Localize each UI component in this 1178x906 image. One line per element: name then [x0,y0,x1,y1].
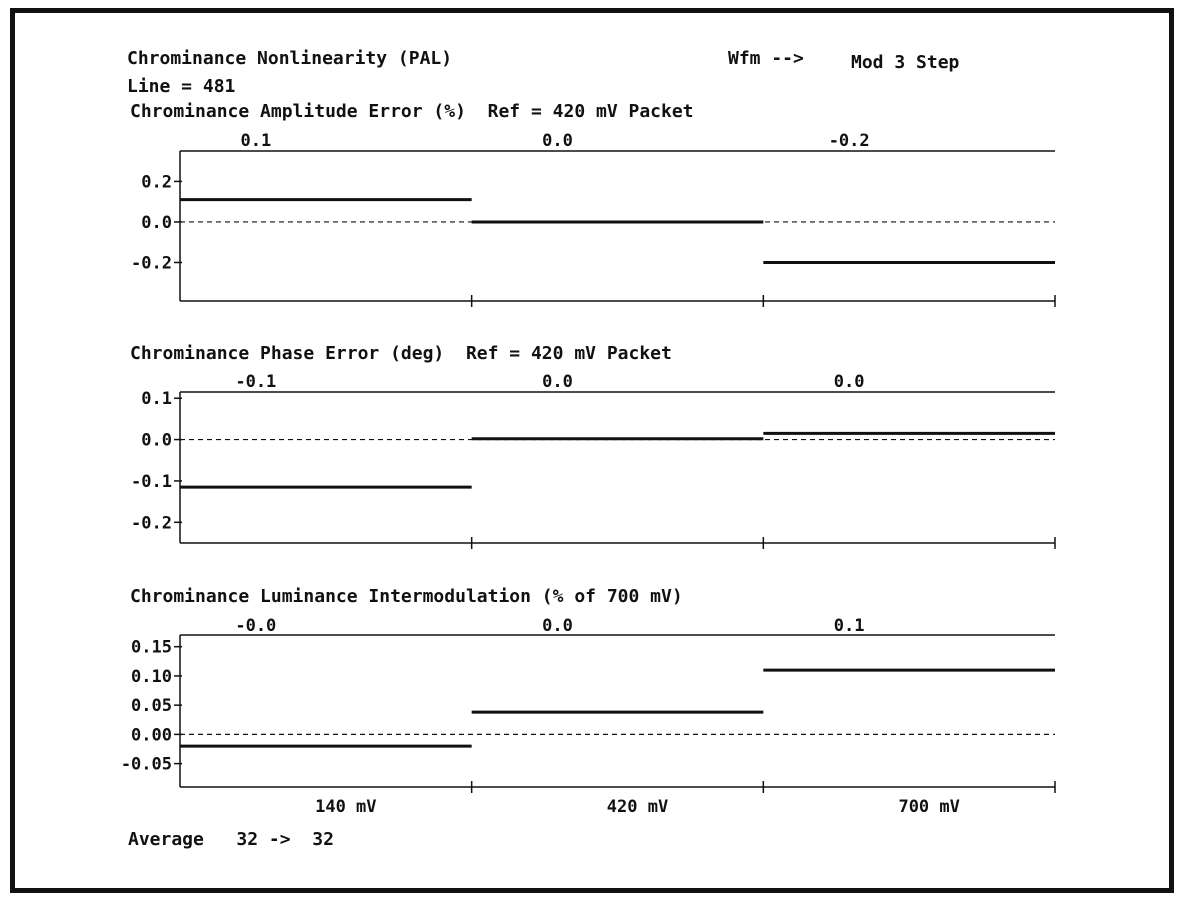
y-tick-label: -0.2 [131,513,172,534]
x-category-label: 420 mV [606,797,669,817]
panel-1-title: Chrominance Amplitude Error (%) Ref = 420 mV Packet [130,101,694,122]
step-value-label: -0.2 [828,131,870,151]
line-number: Line = 481 [127,76,236,97]
y-tick-label: 0.0 [141,430,172,451]
y-tick-label: -0.05 [120,754,172,775]
y-tick-label: 0.0 [141,212,172,233]
step-value-label: -0.0 [235,616,277,636]
x-category-label: 700 mV [898,797,960,817]
y-tick-label: -0.1 [131,471,172,492]
waveform-label: Wfm --> [728,48,804,69]
panel-2-title: Chrominance Phase Error (deg) Ref = 420 mV Packet [130,343,672,364]
y-tick-label: 0.1 [141,389,172,410]
x-category-label: 140 mV [315,797,377,817]
y-tick-label: 0.2 [141,172,172,193]
step-value-label: 0.1 [240,131,272,151]
panel-3-title: Chrominance Luminance Intermodulation (% of 700 mV) [130,586,683,607]
step-value-label: 0.1 [833,616,865,636]
average-readout: Average 32 -> 32 [128,829,334,850]
y-tick-label: 0.15 [131,637,172,658]
step-value-label: 0.0 [833,372,865,392]
waveform-value: Mod 3 Step [851,52,960,73]
step-value-label: 0.0 [542,616,573,636]
step-value-label: 0.0 [542,372,573,392]
y-tick-label: 0.00 [131,725,172,746]
y-tick-label: 0.10 [131,666,172,687]
step-value-label: 0.0 [542,131,573,151]
step-value-label: -0.1 [235,372,277,392]
page-title: Chrominance Nonlinearity (PAL) [127,48,453,69]
y-tick-label: 0.05 [131,696,172,717]
y-tick-label: -0.2 [131,253,172,274]
